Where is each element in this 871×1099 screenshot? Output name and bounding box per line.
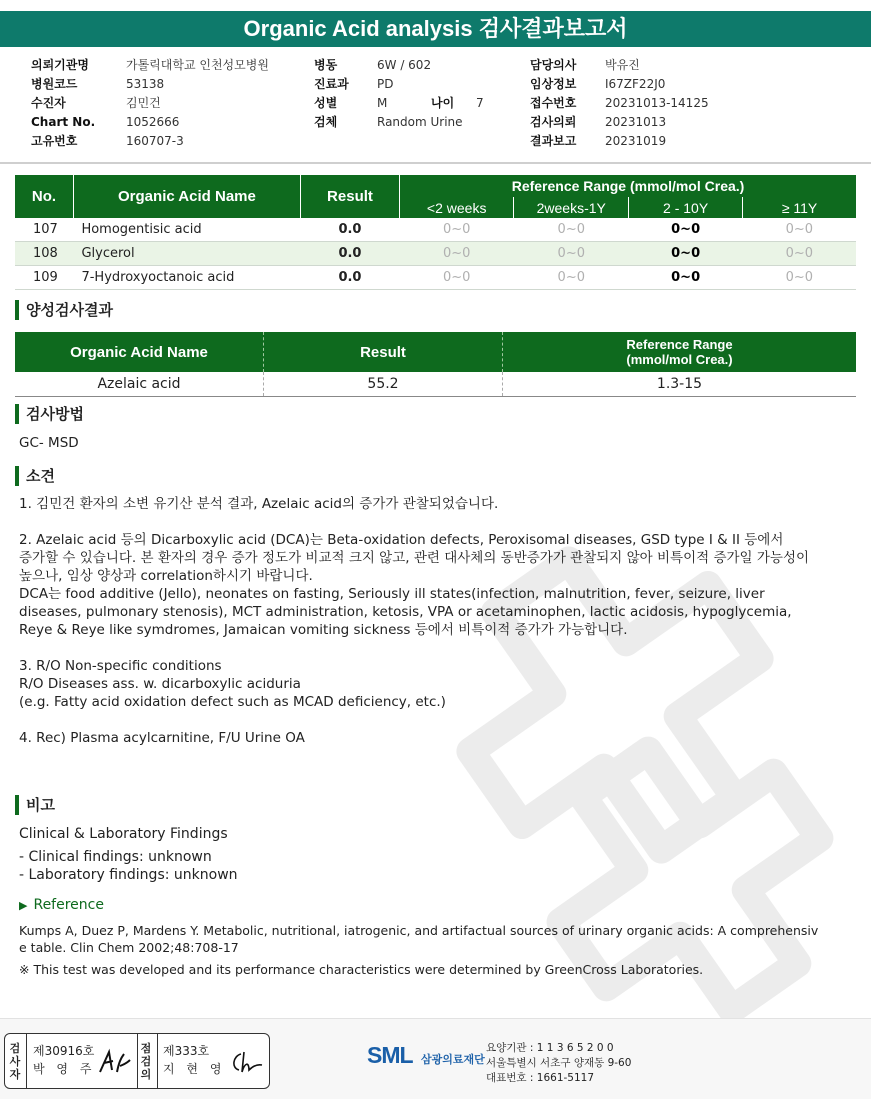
info-column-3 — [530, 56, 709, 151]
triangle-bullet-icon: ▶ — [19, 899, 28, 912]
lab-address: 서울특별시 서초구 양재동 9-60 — [486, 1057, 632, 1069]
info-value: 20231019 — [605, 134, 667, 148]
finding-line: R/O Diseases ass. w. dicarboxylic aciduria — [19, 676, 301, 692]
info-value: 김민건 — [126, 96, 161, 110]
ward-label: 병동 — [314, 58, 338, 72]
info-value: 박유진 — [605, 58, 640, 72]
remarks-line: - Clinical findings: unknown — [19, 849, 212, 865]
tester-info — [33, 1042, 95, 1078]
finding-line: 증가할 수 있습니다. 본 환자의 경우 증가 정도가 비교적 크지 않고, 관련 대사체의 동반증가가 관찰되지 않아 비특이적 증가일 가능성이 — [19, 550, 810, 566]
info-label: 고유번호 — [31, 134, 78, 148]
info-column-2 — [314, 56, 484, 132]
method-heading: 검사방법 — [15, 404, 84, 424]
row-result: 0.0 — [300, 242, 399, 266]
reviewer-license: 제333호 — [163, 1044, 210, 1058]
info-label: 결과보고 — [530, 134, 577, 148]
finding-line: DCA는 food additive (Jello), neonates on fasting, Seriously ill states(infection, malnutrition, fever, seizure, liver — [19, 586, 765, 602]
positive-results-heading: 양성검사결과 — [15, 300, 113, 320]
age-label: 나이 — [431, 96, 455, 110]
info-label: 검사의뢰 — [530, 115, 577, 129]
pos-col-ref-header — [503, 332, 857, 372]
info-column-1 — [31, 56, 269, 151]
finding-line: (e.g. Fatty acid oxidation defect such as MCAD deficiency, etc.) — [19, 694, 446, 710]
lab-address-block — [486, 1041, 631, 1086]
row-ref: 0~0 — [743, 242, 856, 266]
info-value: 1052666 — [126, 115, 180, 129]
sml-logo-name: 삼광의료재단 — [421, 1054, 485, 1066]
finding-line: Reye & Reye like symdromes, Jamaican vomiting sickness 등에서 비특이적 증가가 가능합니다. — [19, 622, 628, 638]
row-name: Homogentisic acid — [73, 218, 300, 242]
pos-row-name: Azelaic acid — [15, 372, 264, 397]
info-value: 20231013-14125 — [605, 96, 709, 110]
sex-label: 성별 — [314, 96, 338, 110]
table-row — [15, 242, 856, 266]
col-no-header: No. — [15, 175, 73, 218]
lab-code: 요양기관 : 1 1 3 6 5 2 0 0 — [486, 1042, 614, 1054]
method-text: GC- MSD — [19, 435, 79, 451]
info-value: 160707-3 — [126, 134, 184, 148]
sex-value: M — [377, 96, 388, 110]
info-value: 20231013 — [605, 115, 667, 129]
divider — [0, 162, 871, 164]
info-label: 접수번호 — [530, 96, 577, 110]
reference-heading — [19, 897, 104, 913]
row-result: 0.0 — [300, 266, 399, 290]
table-row — [15, 372, 856, 397]
ward-value: 6W / 602 — [377, 58, 432, 72]
info-label: 의뢰기관명 — [31, 58, 89, 72]
reviewer-label: 점검의 — [140, 1042, 152, 1081]
pos-ref-header-line1: Reference Range — [626, 337, 733, 352]
info-label: 담당의사 — [530, 58, 577, 72]
dept-label: 진료과 — [314, 77, 349, 91]
info-value: I67ZF22J0 — [605, 77, 666, 91]
row-ref: 0~0 — [514, 266, 629, 290]
reference-body — [19, 922, 859, 956]
finding-paragraph-1: 1. 김민건 환자의 소변 유기산 분석 결과, Azelaic acid의 증가가 관찰되었습니다. — [19, 496, 499, 512]
finding-line: 4. Rec) Plasma acylcarnitine, F/U Urine OA — [19, 730, 305, 746]
col-ref-header: Reference Range (mmol/mol Crea.) — [400, 175, 856, 197]
tester-name: 박 영 주 — [33, 1062, 96, 1076]
tester-label: 검사자 — [9, 1042, 21, 1081]
table-row — [15, 266, 856, 290]
pos-row-ref: 1.3-15 — [503, 372, 857, 397]
finding-line: diseases, pulmonary stenosis), MCT administration, ketosis, VPA or acetaminophen, lactic acidosis, hypoglycemia, — [19, 604, 792, 620]
findings-heading: 소견 — [15, 466, 55, 486]
dept-value: PD — [377, 77, 394, 91]
row-no: 109 — [15, 266, 73, 290]
row-ref: 0~0 — [743, 218, 856, 242]
row-ref-highlighted: 0~0 — [629, 242, 743, 266]
results-table — [15, 175, 856, 290]
row-ref: 0~0 — [400, 218, 514, 242]
finding-line: 높으나, 임상 양상과 correlation하시기 바랍니다. — [19, 568, 313, 584]
finding-line: 2. Azelaic acid 등의 Dicarboxylic acid (DCA)는 Beta-oxidation defects, Peroxisomal diseases, GSD type I & II 등에서 — [19, 532, 784, 548]
table-row — [15, 218, 856, 242]
remarks-heading: 비고 — [15, 795, 55, 815]
reviewer-info — [163, 1042, 225, 1078]
specimen-label: 검체 — [314, 115, 338, 129]
remarks-line: - Laboratory findings: unknown — [19, 867, 238, 883]
range-header: <2 weeks — [400, 197, 514, 218]
reference-line: Kumps A, Duez P, Mardens Y. Metabolic, nutritional, iatrogenic, and artifactual sources of urinary organic acids: A comprehensiv — [19, 923, 819, 938]
info-label: Chart No. — [31, 115, 96, 129]
sml-logo — [367, 1042, 485, 1069]
range-header: ≥ 11Y — [743, 197, 856, 218]
finding-line: 3. R/O Non-specific conditions — [19, 658, 222, 674]
row-ref: 0~0 — [514, 218, 629, 242]
row-ref: 0~0 — [400, 242, 514, 266]
row-ref: 0~0 — [400, 266, 514, 290]
report-title: Organic Acid analysis 검사결과보고서 — [0, 11, 871, 47]
reviewer-name: 지 현 영 — [163, 1062, 226, 1076]
reference-heading-text: Reference — [33, 897, 104, 913]
positive-results-table — [15, 332, 856, 397]
findings-body — [19, 495, 859, 747]
info-value: 가톨릭대학교 인천성모병원 — [126, 58, 269, 72]
range-header: 2 - 10Y — [629, 197, 743, 218]
row-ref: 0~0 — [514, 242, 629, 266]
pos-col-result-header: Result — [264, 332, 503, 372]
row-no: 107 — [15, 218, 73, 242]
tester-signature-icon — [97, 1048, 133, 1076]
age-value: 7 — [476, 96, 484, 110]
col-result-header: Result — [300, 175, 399, 218]
pos-ref-header-line2: (mmol/mol Crea.) — [626, 352, 733, 367]
specimen-value: Random Urine — [377, 115, 463, 129]
row-ref-highlighted: 0~0 — [629, 266, 743, 290]
row-name: Glycerol — [73, 242, 300, 266]
row-name: 7-Hydroxyoctanoic acid — [73, 266, 300, 290]
remarks-body — [19, 825, 859, 884]
test-note: ※ This test was developed and its performance characteristics were determined by GreenCross Laboratories. — [19, 962, 704, 977]
info-label: 수진자 — [31, 96, 66, 110]
pos-row-result: 55.2 — [264, 372, 503, 397]
col-name-header: Organic Acid Name — [73, 175, 300, 218]
row-result: 0.0 — [300, 218, 399, 242]
signature-box — [4, 1033, 270, 1089]
row-ref-highlighted: 0~0 — [629, 218, 743, 242]
lab-phone: 대표번호 : 1661-5117 — [486, 1072, 595, 1084]
row-no: 108 — [15, 242, 73, 266]
reviewer-signature-icon — [227, 1048, 265, 1076]
row-ref: 0~0 — [743, 266, 856, 290]
info-label: 임상정보 — [530, 77, 577, 91]
sml-logo-mark: SML — [367, 1042, 413, 1068]
info-value: 53138 — [126, 77, 165, 91]
remarks-line: Clinical & Laboratory Findings — [19, 826, 228, 842]
info-label: 병원코드 — [31, 77, 78, 91]
reference-line: e table. Clin Chem 2002;48:708-17 — [19, 940, 239, 955]
range-header: 2weeks-1Y — [514, 197, 629, 218]
pos-col-name-header: Organic Acid Name — [15, 332, 264, 372]
tester-license: 제30916호 — [33, 1044, 95, 1058]
